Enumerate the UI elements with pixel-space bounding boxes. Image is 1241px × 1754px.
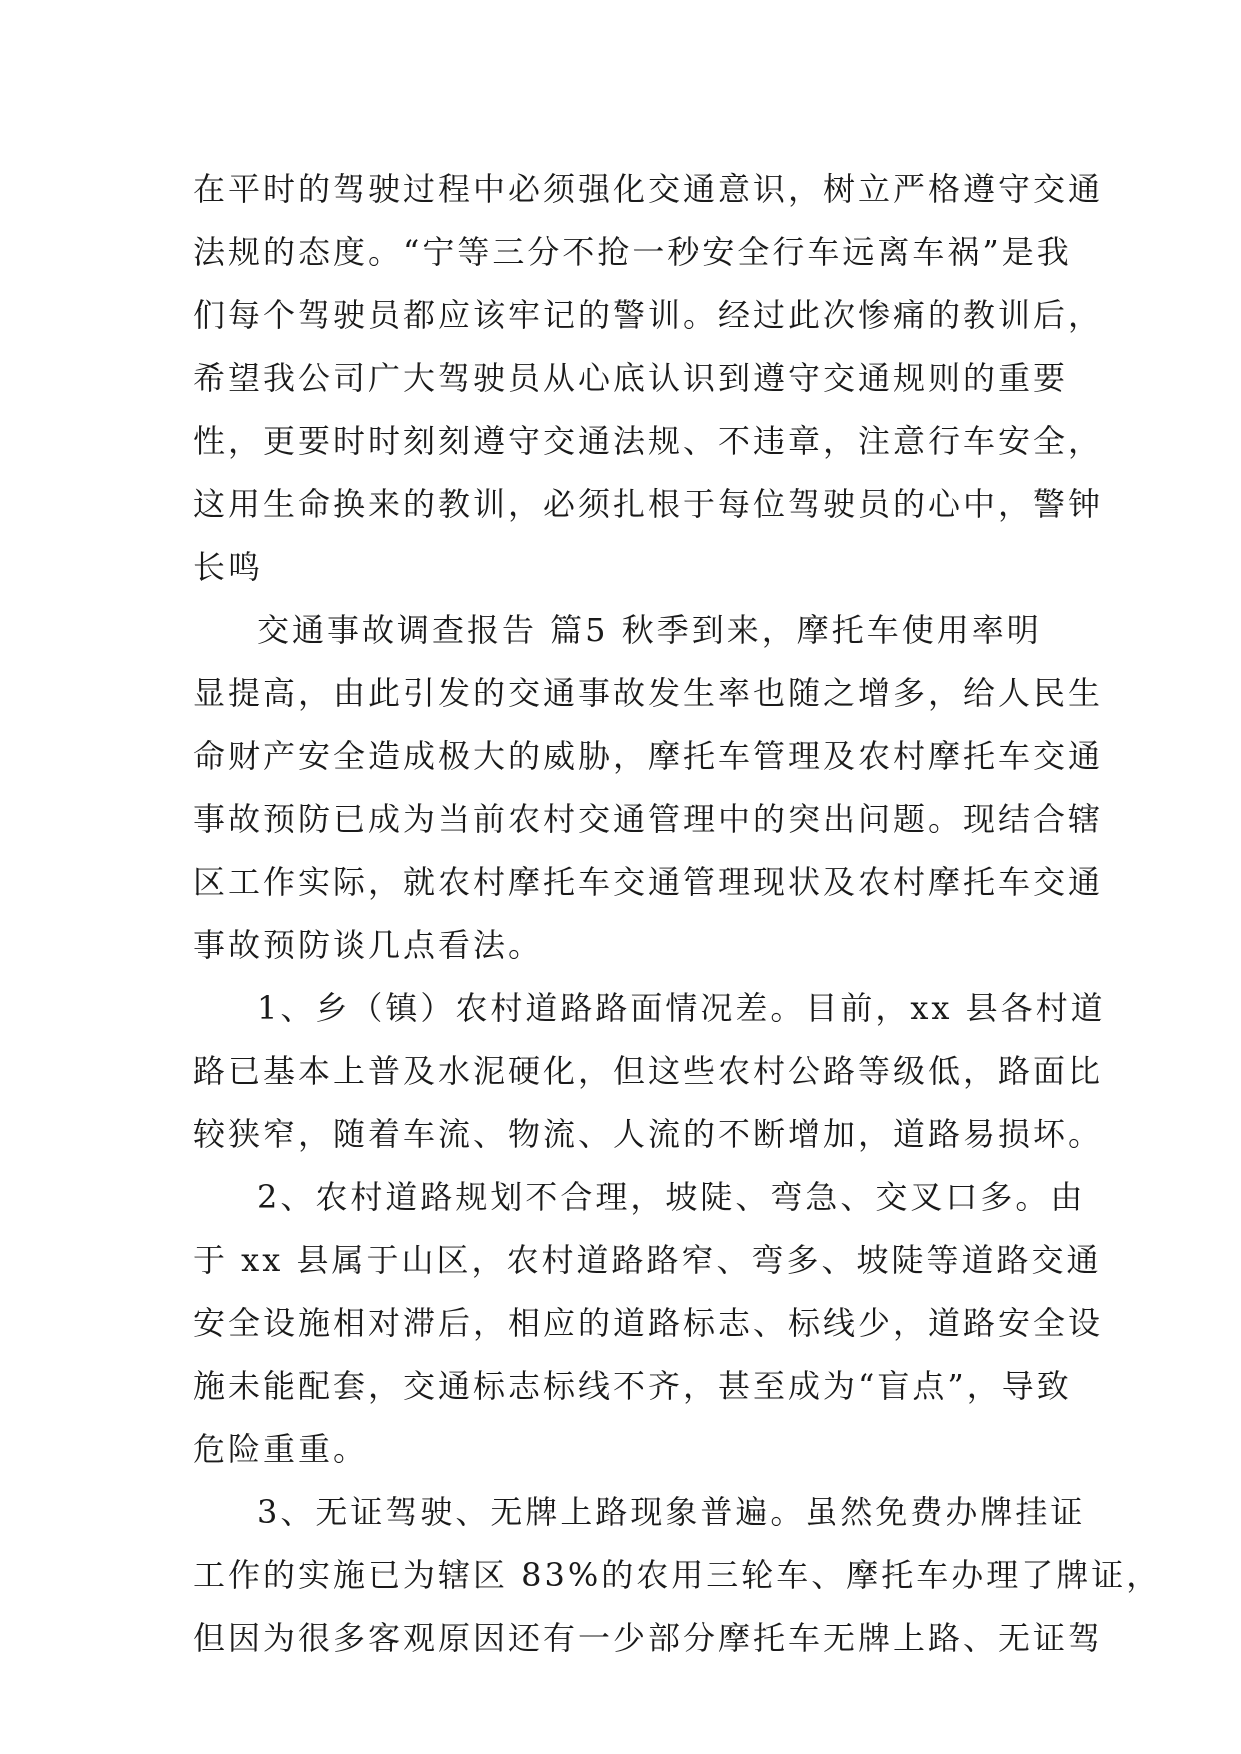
text-line: 2、农村道路规划不合理，坡陡、弯急、交叉口多。由 (257, 1178, 1086, 1216)
text-line: 较狭窄，随着车流、物流、人流的不断增加，道路易损坏。 (193, 1115, 1104, 1153)
text-line: 3、无证驾驶、无牌上路现象普遍。虽然免费办牌挂证 (257, 1493, 1086, 1531)
section-heading-line: 交通事故调查报告 篇5 秋季到来，摩托车使用率明 (257, 611, 1042, 649)
text-line: 性，更要时时刻刻遵守交通法规、不违章，注意行车安全， (193, 422, 1104, 460)
text-line: 显提高，由此引发的交通事故发生率也随之增多，给人民生 (193, 674, 1104, 712)
text-line: 施未能配套，交通标志标线不齐，甚至成为“盲点”，导致 (193, 1367, 1072, 1405)
text-line: 事故预防已成为当前农村交通管理中的突出问题。现结合辖 (193, 800, 1104, 838)
document-body (193, 158, 1162, 1670)
text-line: 事故预防谈几点看法。 (193, 926, 544, 964)
text-line: 这用生命换来的教训，必须扎根于每位驾驶员的心中，警钟 (193, 485, 1104, 523)
text-line: 法规的态度。“宁等三分不抢一秒安全行车远离车祸”是我 (193, 233, 1072, 271)
text-line: 危险重重。 (193, 1430, 369, 1468)
text-line: 长鸣 (193, 548, 264, 586)
text-line: 命财产安全造成极大的威胁，摩托车管理及农村摩托车交通 (193, 737, 1104, 775)
text-line: 但因为很多客观原因还有一少部分摩托车无牌上路、无证驾 (193, 1619, 1104, 1657)
text-line: 在平时的驾驶过程中必须强化交通意识，树立严格遵守交通 (193, 170, 1104, 208)
text-line: 安全设施相对滞后，相应的道路标志、标线少，道路安全设 (193, 1304, 1104, 1342)
text-line: 区工作实际，就农村摩托车交通管理现状及农村摩托车交通 (193, 863, 1104, 901)
text-line: 希望我公司广大驾驶员从心底认识到遵守交通规则的重要 (193, 359, 1069, 397)
text-line: 1、乡（镇）农村道路路面情况差。目前，xx 县各村道 (257, 989, 1106, 1027)
text-line: 们每个驾驶员都应该牢记的警训。经过此次惨痛的教训后， (193, 296, 1104, 334)
text-line: 工作的实施已为辖区 83%的农用三轮车、摩托车办理了牌证， (193, 1556, 1162, 1594)
text-line: 于 xx 县属于山区，农村道路路窄、弯多、坡陡等道路交通 (193, 1241, 1102, 1279)
text-line: 路已基本上普及水泥硬化，但这些农村公路等级低，路面比 (193, 1052, 1104, 1090)
